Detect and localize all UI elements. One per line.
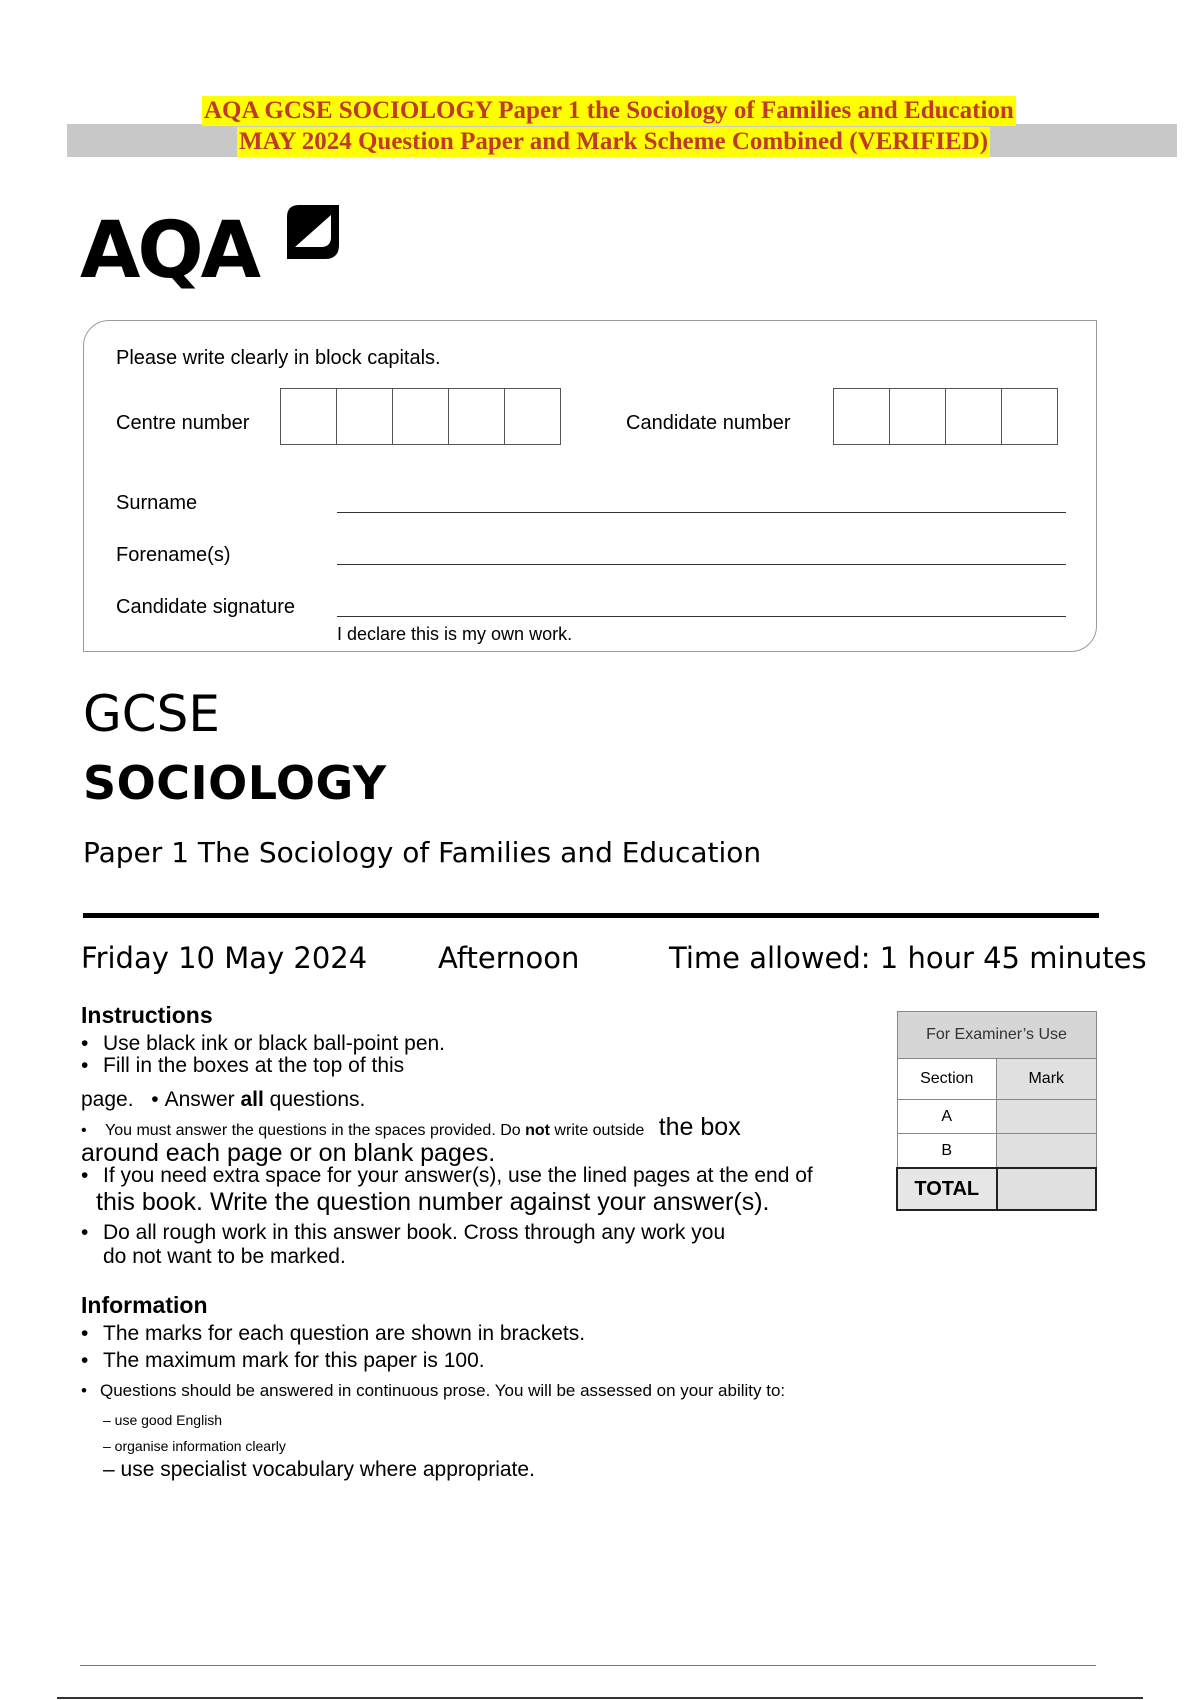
mark-column-header: Mark [997,1059,1097,1100]
banner-title-line-1: AQA GCSE SOCIOLOGY Paper 1 the Sociology of Families and Education [204,97,1014,124]
instruction-text: You must answer the questions in the spaces provided. Do [105,1122,526,1139]
surname-label: Surname [116,492,198,514]
section-a-mark-cell [997,1100,1097,1134]
examiner-use-title: For Examiner’s Use [897,1012,1096,1059]
title-divider [83,913,1099,918]
information-item: • The marks for each question are shown in brackets. [81,1322,586,1345]
information-text: The maximum mark for this paper is 100. [103,1349,485,1372]
information-heading: Information [81,1292,208,1318]
instruction-item: • Fill in the boxes at the top of this [81,1054,405,1077]
exam-session: Afternoon [438,941,580,975]
signature-label: Candidate signature [116,596,296,618]
information-subitem: – use good English [103,1412,223,1428]
candidate-number-boxes [834,388,1058,445]
candidate-number-digit-2[interactable] [889,388,946,445]
centre-number-digit-3[interactable] [392,388,449,445]
candidate-number-label: Candidate number [626,412,791,434]
aqa-logo-text: AQA [80,206,259,296]
paper-title: Paper 1 The Sociology of Families and Education [83,836,762,869]
aqa-logo [80,198,350,298]
candidate-number-digit-4[interactable] [1001,388,1058,445]
total-label: TOTAL [897,1168,997,1210]
information-text: Questions should be answered in continuous prose. You will be assessed on your ability to: [100,1381,786,1400]
centre-number-digit-4[interactable] [448,388,505,445]
instruction-emphasis: all [240,1088,264,1111]
declaration-text: I declare this is my own work. [337,624,573,644]
section-b-label: B [897,1134,997,1169]
instruction-text: write outside [549,1122,645,1139]
centre-number-digit-1[interactable] [280,388,337,445]
instruction-text: If you need extra space for your answer(s), use the lined pages at the end of [103,1164,813,1187]
centre-number-boxes [281,388,561,445]
section-column-header: Section [897,1059,997,1100]
centre-number-label: Centre number [116,412,250,434]
centre-number-digit-5[interactable] [504,388,561,445]
surname-field[interactable] [337,512,1066,513]
information-text: The marks for each question are shown in brackets. [103,1322,586,1345]
footer-rule [80,1665,1096,1666]
time-allowed: Time allowed: 1 hour 45 minutes [669,941,1147,975]
instruction-text: this book. Write the question number against your answer(s). [96,1188,770,1216]
candidate-number-digit-3[interactable] [945,388,1002,445]
examiner-use-table [896,1011,1097,1211]
information-subitem: – organise information clearly [103,1438,286,1454]
instruction-item: • If you need extra space for your answer(s), use the lined pages at the end of [81,1164,813,1187]
exam-date: Friday 10 May 2024 [81,941,368,975]
instruction-item: • Do all rough work in this answer book. Cross through any work you [81,1221,726,1244]
instructions-heading: Instructions [81,1002,213,1028]
instruction-text: the box [658,1113,741,1141]
instruction-text: Fill in the boxes at the top of this [103,1054,405,1077]
instruction-text: Answer [164,1088,241,1111]
candidate-number-digit-1[interactable] [833,388,890,445]
information-subitem: – use specialist vocabulary where appropriate. [103,1458,535,1481]
instruction-text: Use black ink or black ball-point pen. [103,1032,446,1055]
instruction-item: page. • Answer all questions. [81,1088,366,1111]
information-item: • Questions should be answered in continuous prose. You will be assessed on your ability to: [81,1381,786,1400]
information-item: • The maximum mark for this paper is 100. [81,1349,485,1372]
qualification-title: GCSE [83,685,220,743]
signature-field[interactable] [337,616,1066,617]
section-a-label: A [897,1100,997,1134]
block-capitals-prompt: Please write clearly in block capitals. [116,347,441,369]
subject-title: SOCIOLOGY [83,756,387,810]
forename-field[interactable] [337,564,1066,565]
total-mark-cell [997,1168,1097,1210]
instruction-item: • Use black ink or black ball-point pen. [81,1032,446,1055]
instruction-text: questions. [263,1088,366,1111]
aqa-logo-mark-icon [283,203,343,263]
instruction-text: around each page or on blank pages. [81,1139,496,1167]
forename-label: Forename(s) [116,544,231,566]
instruction-text: Do all rough work in this answer book. Cross through any work you [103,1221,726,1244]
instruction-text: do not want to be marked. [103,1245,346,1268]
page-bottom-rule [57,1697,1143,1699]
centre-number-digit-2[interactable] [336,388,393,445]
section-b-mark-cell [997,1134,1097,1169]
instruction-text: page. [81,1088,134,1111]
instruction-item: • You must answer the questions in the spaces provided. Do not write outside the box [81,1113,741,1141]
banner-title-line-2: MAY 2024 Question Paper and Mark Scheme Combined (VERIFIED) [239,128,989,155]
instruction-emphasis: not [525,1122,550,1139]
